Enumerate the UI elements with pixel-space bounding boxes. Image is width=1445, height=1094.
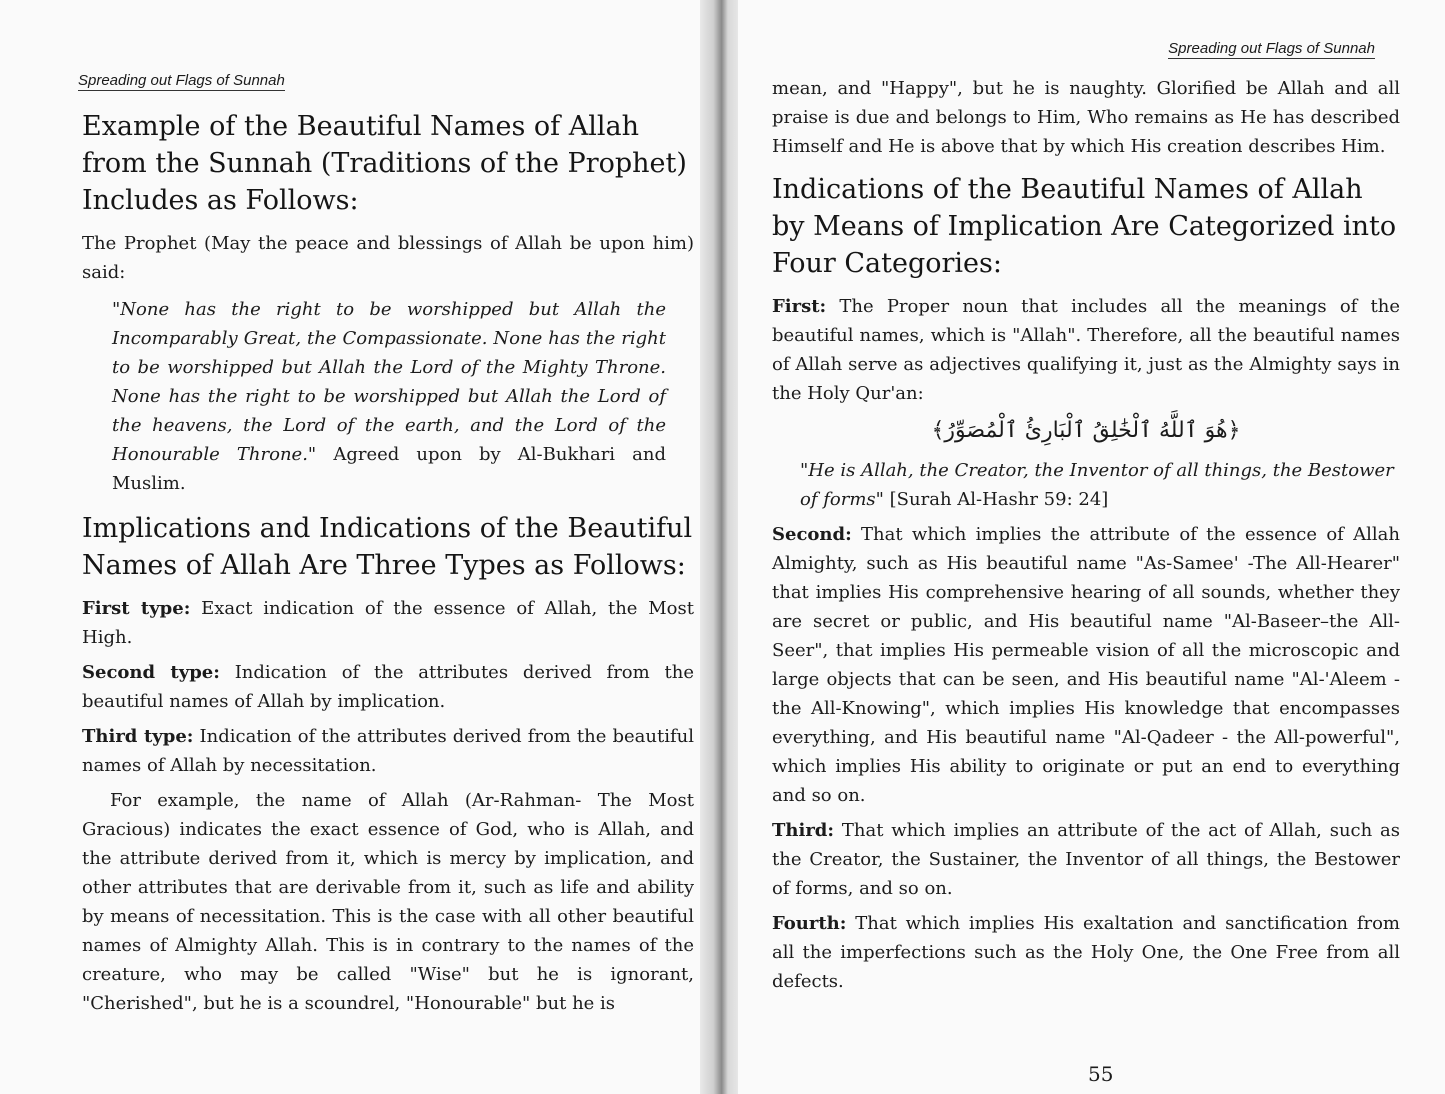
hadith-quote — [112, 295, 666, 498]
third-label: Third: — [772, 820, 835, 841]
right-page — [738, 0, 1445, 1094]
type-2-label: Second type: — [82, 662, 220, 683]
example-paragraph: For example, the name of Allah (Ar-Rahman- The Most Gracious) indicates the exact essence of God, who is Allah, and the attribute derived from it, which is mercy by implication, and other attributes that are derivable from it, such as life and ability by means of necessitation. This is the case with all other beautiful names of Almighty Allah. This is in contrary to the names of the creature, who may be called "Wise" but he is ignorant, "Cherished", but he is a scoundrel, "Honourable" but he is — [82, 790, 694, 1014]
verse-translation-text: "He is Allah, the Creator, the Inventor of all things, the Bestower of forms" — [800, 460, 1394, 510]
second-paragraph — [772, 520, 1400, 810]
section-heading: Example of the Beautiful Names of Allah from the Sunnah (Traditions of the Prophet) Includes as Follows: — [82, 111, 687, 216]
type-3-text: Indication of the attributes derived from the beautiful names of Allah by necessitation. — [82, 726, 694, 776]
type-2-paragraph — [82, 658, 694, 716]
type-2-text: Indication of the attributes derived from the beautiful names of Allah by implication. — [82, 662, 694, 712]
first-text: The Proper noun that includes all the meanings of the beautiful names, which is "Allah". Therefore, all the beautiful names of Allah serve as adjectives qualifying it, just as the Almighty says in the Holy Qur'an: — [772, 296, 1400, 404]
verse-translation — [800, 456, 1400, 514]
first-label: First: — [772, 296, 827, 317]
running-head: Spreading out Flags of Sunnah — [78, 72, 285, 89]
intro-paragraph: The Prophet (May the peace and blessings of Allah be upon him) said: — [82, 233, 694, 283]
fourth-paragraph — [772, 909, 1400, 996]
fourth-label: Fourth: — [772, 913, 847, 934]
left-page — [0, 0, 718, 1094]
right-page-content — [772, 74, 1400, 1002]
second-text: That which implies the attribute of the essence of Allah Almighty, such as His beautiful name "As-Samee' -The All-Hearer" that implies His comprehensive hearing of all sounds, whether they are secret or public, and His beautiful name "Al-Baseer–the All-Seer", that implies His permeable vision of all the microscopic and large objects that can be seen, and His beautiful name "Al-'Aleem - the All-Knowing", which implies His knowledge that encompasses everything, and His beautiful name "Al-Qadeer - the All-powerful", which implies His ability to originate or put an end to everything and so on. — [772, 524, 1400, 806]
type-1-label: First type: — [82, 598, 191, 619]
section-heading-types: Implications and Indications of the Beautiful Names of Allah Are Three Types as Follows: — [82, 513, 693, 581]
type-3-label: Third type: — [82, 726, 194, 747]
third-text: That which implies an attribute of the act of Allah, such as the Creator, the Sustainer, the Inventor of all things, the Bestower of forms, and so on. — [772, 820, 1400, 899]
fourth-text: That which implies His exaltation and sanctification from all the imperfections such as the Holy One, the One Free from all defects. — [772, 913, 1400, 992]
type-1-text: Exact indication of the essence of Allah, the Most High. — [82, 598, 694, 648]
third-paragraph — [772, 816, 1400, 903]
running-head-right: Spreading out Flags of Sunnah — [1168, 40, 1375, 57]
type-1-paragraph — [82, 594, 694, 652]
left-page-content — [82, 108, 694, 1024]
quote-text: "None has the right to be worshipped but Allah the Incomparably Great, the Compassionate. None has the right to be worshipped but Allah the Lord of the Mighty Throne. None has the right to be worshipped but Allah the Lord of the heavens, the Lord of the earth, and the Lord of the Honourable Throne." — [112, 299, 666, 465]
quran-verse-arabic: ﴿هُوَ ٱللَّهُ ٱلْخَٰلِقُ ٱلْبَارِئُ ٱلْمُصَوِّرُ﴾ — [931, 418, 1241, 443]
quote-source: Agreed upon by Al-Bukhari and Muslim. — [112, 444, 666, 494]
type-3-paragraph — [82, 722, 694, 780]
first-paragraph — [772, 292, 1400, 408]
section-heading-categories: Indications of the Beautiful Names of Allah by Means of Implication Are Categorized into Four Categories: — [772, 174, 1397, 279]
second-label: Second: — [772, 524, 852, 545]
verse-source: [Surah Al-Hashr 59: 24] — [889, 489, 1109, 510]
continuation-paragraph: mean, and "Happy", but he is naughty. Glorified be Allah and all praise is due and belongs to Him, Who remains as He has described Himself and He is above that by which His creation describes Him. — [772, 78, 1400, 157]
page-number: 55 — [1088, 1062, 1114, 1086]
